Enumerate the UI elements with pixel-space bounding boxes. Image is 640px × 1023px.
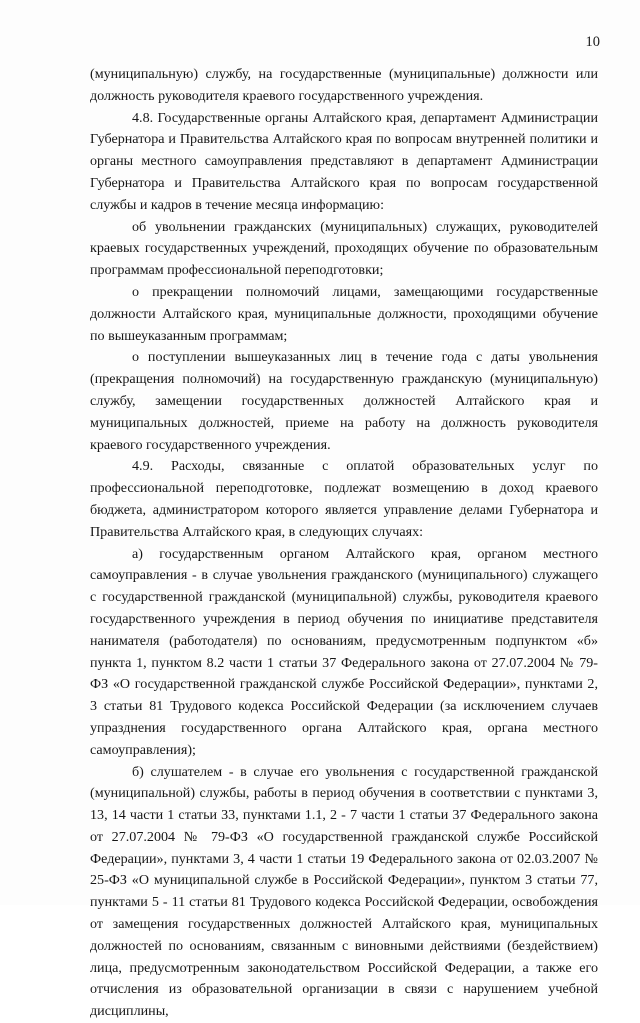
paragraph-termination-info: о прекращении полномочий лицами, замещающими государственные должности Алтайского края, муниципальные должности, проходящими обучение по вышеуказанным программам; — [90, 282, 598, 347]
paragraph-employment-info: о поступлении вышеуказанных лиц в течение года с даты увольнения (прекращения полномочий) на государственную гражданскую (муниципальную) службу, замещении государственных должностей Алтайского края и муниципальных должностей, приеме на работу на должность руководителя краевого государственного учреждения. — [90, 347, 598, 456]
paragraph-item-a: а) государственным органом Алтайского края, органом местного самоуправления - в случае увольнения гражданского (муниципального) служащего с государственной гражданской (муниципальной) службы, руководителя краевого государственного учреждения в период обучения по инициативе представителя нанимателя (работодателя) по основаниям, предусмотренным подпунктом «б» пункта 1, пунктом 8.2 части 1 статьи 37 Федерального закона от 27.07.2004 № 79-ФЗ «О государственной гражданской службе Российской Федерации», пунктами 2, 3 статьи 81 Трудового кодекса Российской Федерации (за исключением случаев упразднения государственного органа Алтайского края, органа местного самоуправления); — [90, 544, 598, 762]
paragraph-item-b: б) слушателем - в случае его увольнения с государственной гражданской (муниципальной) службы, работы в период обучения в соответствии с пунктами 3, 13, 14 части 1 статьи 33, пунктами 1.1, 2 - 7 части 1 статьи 37 Федерального закона от 27.07.2004 № 79-ФЗ «О государственной гражданской службе Российской Федерации», пунктами 3, 4 части 1 статьи 19 Федерального закона от 02.03.2007 № 25-ФЗ «О муниципальной службе в Российской Федерации», пунктом 3 статьи 77, пунктами 5 - 11 статьи 81 Трудового кодекса Российской Федерации, освобождения от замещения государственных должностей Алтайского края, муниципальных должностей по основаниям, связанным с виновными действиями (бездействием) лица, предусмотренным законодательством Российской Федерации, а также его отчисления из образовательной организации в связи с нарушением учебной дисциплины, — [90, 762, 598, 1023]
paragraph-continuation: (муниципальную) службу, на государственные (муниципальные) должности или должность руководителя краевого государственного учреждения. — [90, 64, 598, 108]
paragraph-4-9: 4.9. Расходы, связанные с оплатой образовательных услуг по профессиональной переподготовке, подлежат возмещению в доход краевого бюджета, администратором которого является управление делами Губернатора и Правительства Алтайского края, в следующих случаях: — [90, 456, 598, 543]
page-number: 10 — [586, 34, 601, 51]
paragraph-dismissal-info: об увольнении гражданских (муниципальных) служащих, руководителей краевых государственных учреждений, проходящих обучение по образовательным программам профессиональной переподготовки; — [90, 217, 598, 282]
paragraph-4-8: 4.8. Государственные органы Алтайского края, департамент Администрации Губернатора и Правительства Алтайского края по вопросам внутренней политики и органы местного самоуправления представляют в департамент Администрации Губернатора и Правительства Алтайского края по вопросам государственной службы и кадров в течение месяца информацию: — [90, 108, 598, 217]
document-body — [90, 64, 598, 1023]
